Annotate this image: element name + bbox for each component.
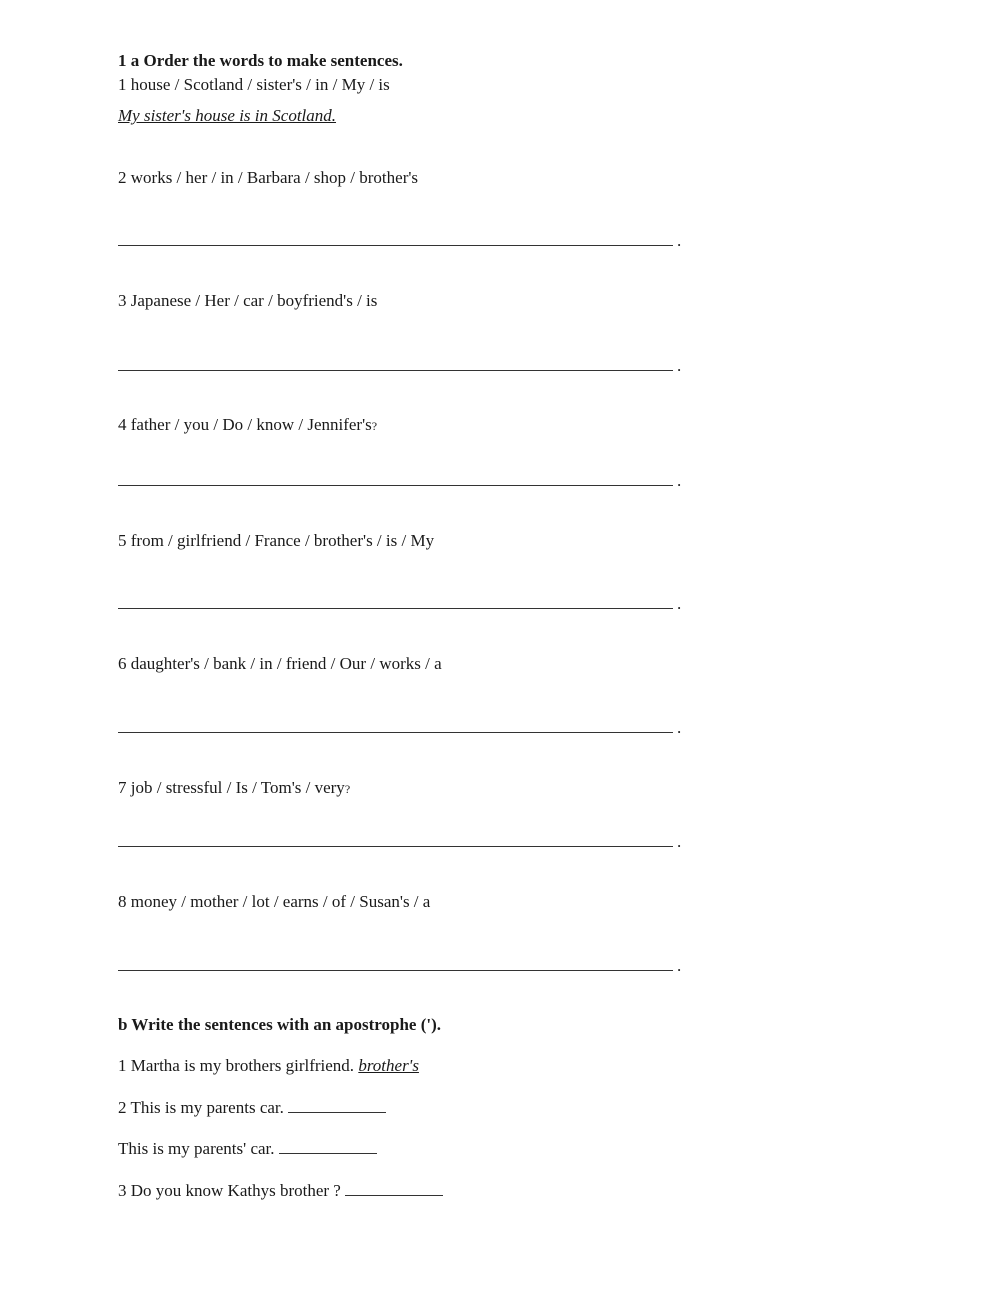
part-b-item-2-rewrite: This is my parents' car. [118,1139,377,1159]
answer-line-3[interactable] [118,370,673,371]
part-b-answer-blank-3[interactable] [345,1181,443,1196]
answer-period-6: . [677,718,682,737]
exercise-prompt-5: 5 from / girlfriend / France / brother's / is / My [118,531,435,550]
part-b-answer-blank-2b[interactable] [279,1139,377,1154]
part-b-example: 1 Martha is my brothers girlfriend. brother's [118,1056,419,1075]
answer-line-7[interactable] [118,846,673,847]
exercise-prompt-2: 2 works / her / in / Barbara / shop / brother's [118,168,419,187]
answer-period-3: . [677,356,682,375]
part-b-answer-blank-2[interactable] [288,1098,386,1113]
answer-period-8: . [677,956,682,975]
answer-line-4[interactable] [118,485,673,486]
example-prompt: 1 house / Scotland / sister's / in / My / is [118,75,390,94]
example-answer: My sister's house is in Scotland. [118,106,337,125]
answer-period-7: . [677,832,682,851]
answer-period-2: . [677,231,682,250]
exercise-prompt-4: 4 father / you / Do / know / Jennifer's? [118,415,378,434]
answer-line-2[interactable] [118,245,673,246]
answer-line-5[interactable] [118,608,673,609]
answer-period-4: . [677,471,682,490]
part-b-item-2: 2 This is my parents car. [118,1098,386,1118]
part-b-example-answer: brother's [358,1056,419,1075]
part-a-heading: 1 a Order the words to make sentences. [118,51,403,70]
answer-period-5: . [677,594,682,613]
part-b-heading: b Write the sentences with an apostrophe ('). [118,1015,441,1034]
answer-line-6[interactable] [118,732,673,733]
exercise-prompt-6: 6 daughter's / bank / in / friend / Our / works / a [118,654,442,673]
exercise-prompt-7: 7 job / stressful / Is / Tom's / very? [118,778,351,797]
exercise-prompt-3: 3 Japanese / Her / car / boyfriend's / is [118,291,378,310]
answer-line-8[interactable] [118,970,673,971]
exercise-prompt-8: 8 money / mother / lot / earns / of / Susan's / a [118,892,431,911]
part-b-item-3: 3 Do you know Kathys brother ? [118,1181,443,1201]
